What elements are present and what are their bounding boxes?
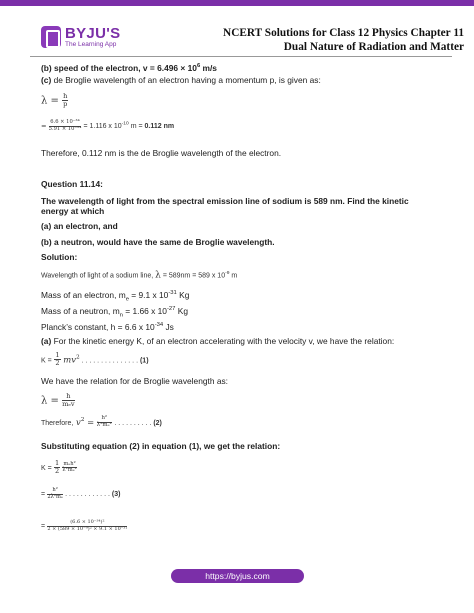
eq-result-num: 6.6 × 10⁻³⁴ xyxy=(50,119,80,125)
c-text: de Broglie wavelength of an electron having a momentum p, is given as: xyxy=(51,75,321,85)
mass-electron xyxy=(41,288,189,305)
b-speed-exp: 6 xyxy=(196,63,201,69)
mass-e-sub: e xyxy=(125,296,129,303)
therefore-1: Therefore, 0.112 nm is the de Broglie wavelength of the electron. xyxy=(41,148,282,158)
eq2-eq: = xyxy=(84,416,95,427)
planck-constant xyxy=(41,320,174,333)
substituting-text: Substituting equation (2) in equation (1), we get the relation: xyxy=(41,441,281,451)
eq-lambda-den: p xyxy=(63,100,68,109)
header-title-line2: Dual Nature of Radiation and Matter xyxy=(283,41,464,53)
wavelength-line xyxy=(41,268,237,281)
eq2-tag: (2) xyxy=(153,419,162,427)
wavelength-unit: m xyxy=(229,272,238,280)
eq3a-half-num: 1 xyxy=(54,459,60,467)
question-text-1: The wavelength of light from the spectral emission line of sodium is 589 nm. Find the kinetic xyxy=(41,196,409,206)
b-speed-line xyxy=(41,61,217,74)
mass-e-text: Mass of an electron, m xyxy=(41,289,126,300)
eq-lambda-h-over-p xyxy=(41,93,68,109)
part-a-line xyxy=(41,336,394,347)
question-part-b: (b) a neutron, would have the same de Broglie wavelength. xyxy=(41,237,275,247)
mass-n-text: Mass of a neutron, m xyxy=(41,305,120,316)
eq3b xyxy=(41,488,120,500)
eq-db-fraction xyxy=(62,393,75,409)
eq2-fraction xyxy=(97,416,112,429)
eq-de-broglie xyxy=(41,393,75,409)
header-divider xyxy=(30,56,452,57)
mass-e-unit: Kg xyxy=(176,289,190,300)
eq2-dots: . . . . . . . . . . xyxy=(114,419,154,427)
planck-exp: -34 xyxy=(154,322,164,328)
eq-db-num: h xyxy=(62,393,75,401)
wavelength-text: Wavelength of light of a sodium line, xyxy=(41,272,154,280)
eq1-fraction xyxy=(54,352,60,368)
eq-result-fraction xyxy=(49,120,82,132)
eq3b-tag: (3) xyxy=(111,491,121,499)
eq2-lhs-exp: 2 xyxy=(80,417,85,424)
byjus-logo-icon xyxy=(41,26,61,48)
eq1-lhs: K = xyxy=(41,357,52,365)
page-header-title xyxy=(164,26,464,54)
eq3b-dots: . . . . . . . . . . . . xyxy=(65,491,112,499)
part-a-label: (a) xyxy=(41,336,52,346)
mass-e-exp: -31 xyxy=(168,290,177,296)
question-text-2: energy at which xyxy=(41,206,105,216)
eq2-prefix: Therefore, xyxy=(41,419,74,427)
relation-text: We have the relation for de Broglie wavelength as: xyxy=(41,376,228,386)
mass-n-exp: -27 xyxy=(166,306,176,312)
eq2 xyxy=(41,416,162,429)
planck-unit: Js xyxy=(163,321,174,332)
eq1-tag: (1) xyxy=(139,357,149,365)
eq-result-den: 5.91 × 10⁻²⁴ xyxy=(48,125,82,132)
eq2-num: h² xyxy=(97,416,112,423)
eq1-den: 2 xyxy=(55,359,60,368)
wavelength-exp: -9 xyxy=(225,271,230,276)
eq1-dots: . . . . . . . . . . . . . . . xyxy=(79,357,140,365)
solution-label: Solution: xyxy=(41,252,78,262)
eq3b-num: h² xyxy=(47,488,63,495)
eq1 xyxy=(41,352,149,368)
eq3a-fraction xyxy=(62,462,76,474)
eq-db-den: mₑv xyxy=(62,400,75,409)
eq-lambda-num: h xyxy=(63,92,68,100)
b-speed-text: (b) speed of the electron, v = 6.496 × 10 xyxy=(41,62,197,73)
question-part-a: (a) an electron, and xyxy=(41,221,118,231)
eq-db-lhs: λ = xyxy=(41,395,59,407)
eq4-den: 2 × (589 × 10⁻⁹)² × 9.1 × 10⁻³¹ xyxy=(47,525,128,532)
eq3b-lhs: = xyxy=(41,491,46,499)
eq1-num: 1 xyxy=(55,351,60,359)
eq4-num: (6.6 × 10⁻³⁴)² xyxy=(47,520,127,527)
eq-lambda-lhs: λ = xyxy=(41,95,59,107)
brand-name: BYJU'S xyxy=(65,25,121,42)
wavelength-val: = 589nm = 589 x 10 xyxy=(162,272,226,280)
mass-neutron xyxy=(41,304,188,321)
eq1-rhs: mv xyxy=(63,354,76,365)
eq-result-bold: 0.112 nm xyxy=(144,123,175,131)
mass-n-sub: n xyxy=(119,312,123,319)
b-speed-unit: m/s xyxy=(200,62,217,73)
footer-url-link[interactable]: https://byjus.com xyxy=(171,569,304,583)
eq3a xyxy=(41,460,77,476)
eq4 xyxy=(41,520,127,532)
eq-result-val: = 1.116 x 10 xyxy=(83,123,122,131)
eq-result-prefix: = xyxy=(41,122,47,131)
mass-n-unit: Kg xyxy=(175,305,188,316)
mass-n-val: = 1.66 x 10 xyxy=(122,305,167,316)
eq3a-den: λ²mₑ² xyxy=(62,467,77,474)
eq1-rhs-exp: 2 xyxy=(75,354,80,361)
brand-tagline: The Learning App xyxy=(65,41,117,48)
eq-result-exp: -10 xyxy=(121,121,129,127)
byjus-logo xyxy=(41,26,120,49)
eq3b-fraction xyxy=(47,488,63,500)
part-a-text: For the kinetic energy K, of an electron accelerating with the velocity v, we have the relation: xyxy=(51,336,395,346)
eq4-fraction xyxy=(47,520,127,532)
mass-e-val: = 9.1 x 10 xyxy=(128,289,169,300)
eq2-lhs: v xyxy=(75,416,81,427)
eq3a-half-den: 2 xyxy=(54,467,60,476)
eq-lambda-fraction xyxy=(62,93,68,109)
eq4-lhs: = xyxy=(41,523,46,530)
eq-result xyxy=(41,120,174,132)
eq3a-num: mₑh² xyxy=(63,460,76,467)
question-label: Question 11.14: xyxy=(41,179,103,189)
eq2-den: λ²mₑ² xyxy=(96,421,112,428)
eq3a-half xyxy=(54,460,60,476)
wavelength-lambda: λ xyxy=(155,270,161,281)
eq-result-tail: m = xyxy=(128,123,145,131)
c-label: (c) xyxy=(41,75,52,85)
c-line xyxy=(41,75,321,86)
eq3b-den: 2λ²mₑ xyxy=(47,493,63,500)
top-accent-bar xyxy=(0,0,474,6)
header-title-line1: NCERT Solutions for Class 12 Physics Chapter 11 xyxy=(223,27,464,39)
eq3a-lhs: K = xyxy=(41,464,52,472)
planck-text: Planck’s constant, h = 6.6 x 10 xyxy=(41,321,155,332)
